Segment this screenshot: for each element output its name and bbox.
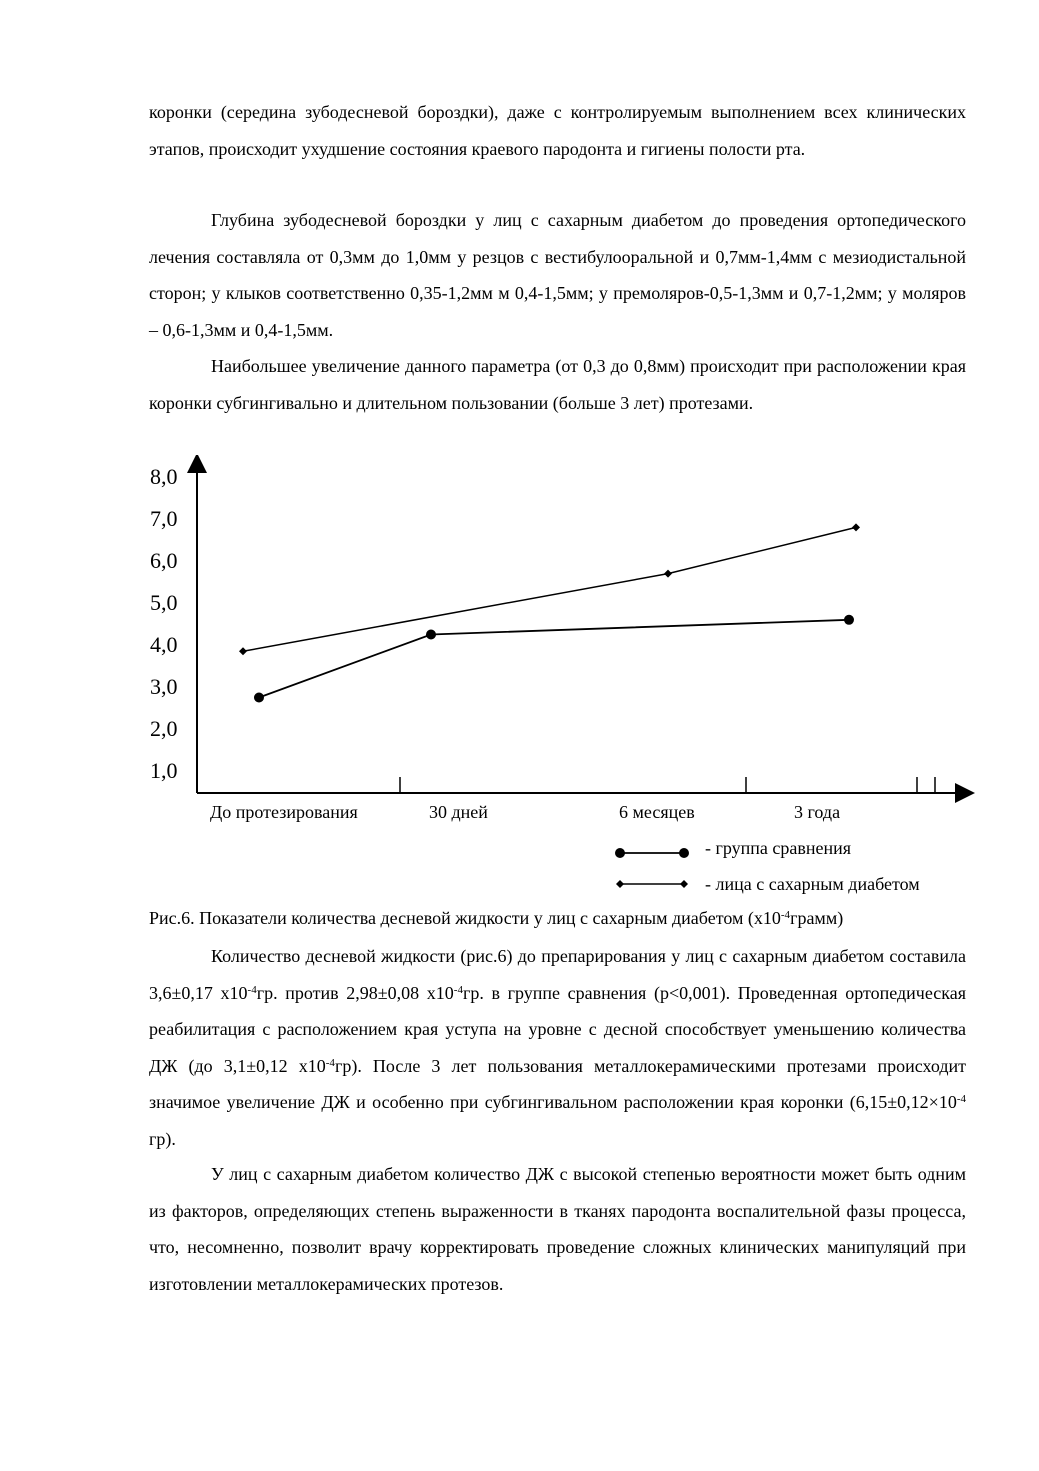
legend-marker-diabetes (616, 880, 624, 888)
p4-exponent-4: -4 (956, 1093, 966, 1105)
legend-marker-comparison (679, 848, 689, 858)
paragraph-2: Глубина зубодесневой бороздки у лиц с сахарным диабетом до проведения ортопедического лечения составляла от 0,3мм до 1,0мм у резцов с вестибулооральной и 0,7мм-1,4мм с мезиодистальной сторон; у клыков соответственно 0,35-1,2мм м 0,4-1,5мм; у премоляров-0,5-1,3мм и 0,7-1,2мм; у моляров – 0,6-1,3мм и 0,4-1,5мм. (149, 210, 966, 340)
p4-part-1: Количество десневой жидкости (рис.6) до препарирования у лиц с сахарным диабетом составила 3,6±0,17 х10 (149, 946, 966, 1003)
data-point-series-1 (844, 615, 854, 625)
data-point-series-2 (852, 523, 860, 531)
y-tick-label: 5,0 (150, 590, 178, 615)
paragraph-3: Наибольшее увеличение данного параметра (от 0,3 до 0,8мм) происходит при расположении края коронки субгингивально и длительном пользовании (больше 3 лет) протезами. (149, 356, 966, 413)
p4-part-5: гр). (149, 1128, 176, 1149)
data-point-series-2 (239, 647, 247, 655)
legend-label-diabetes: - лица с сахарным диабетом (705, 874, 920, 894)
p4-part-4: гр). После 3 лет пользования металлокерамическими протезами происходит значимое увеличение ДЖ и особенно при субгингивальном расположении края коронки (6,15±0,12×10 (149, 1055, 967, 1112)
paragraph-4 (149, 938, 966, 1157)
figure-caption (149, 903, 979, 933)
y-tick-labels (150, 464, 178, 783)
x-category-labels (210, 802, 840, 822)
data-point-series-1 (254, 693, 264, 703)
data-point-series-1 (426, 630, 436, 640)
paragraph-5: У лиц с сахарным диабетом количество ДЖ с высокой степенью вероятности может быть одним из факторов, определяющих степень выраженности в тканях пародонта воспалительной фазы процесса, что, несомненно, позволит врачу корректировать проведение сложных клинических манипуляций при изготовлении металлокерамических протезов. (149, 1164, 966, 1294)
line-chart (140, 455, 980, 895)
p4-part-3: гр. в группе сравнения (p<0,001). Проведенная ортопедическая реабилитация с расположением края уступа на уровне с десной способствует уменьшению количества ДЖ (до 3,1±0,12 х10 (149, 982, 967, 1076)
legend-marker-diabetes (680, 880, 688, 888)
x-category-label: 30 дней (429, 802, 488, 822)
caption-text: Рис.6. Показатели количества десневой жидкости у лиц с сахарным диабетом (х10 (149, 908, 781, 928)
x-category-label: 3 года (794, 802, 841, 822)
p4-exponent-1: -4 (247, 983, 257, 996)
paragraph-1: коронки (середина зубодесневой бороздки), даже с контролируемым выполнением всех клинических этапов, происходит ухудшение состояния краевого пародонта и гигиены полости рта. (149, 102, 966, 159)
y-tick-label: 6,0 (150, 548, 178, 573)
p4-part-2: гр. против 2,98±0,08 х10 (256, 982, 454, 1003)
y-tick-label: 2,0 (150, 716, 178, 741)
x-category-label: 6 месяцев (619, 802, 695, 822)
p4-exponent-2: -4 (453, 983, 463, 996)
plot-area (239, 523, 860, 702)
y-tick-label: 3,0 (150, 674, 178, 699)
data-point-series-2 (664, 570, 672, 578)
y-tick-label: 7,0 (150, 506, 178, 531)
y-tick-label: 4,0 (150, 632, 178, 657)
x-category-label: До протезирования (210, 802, 358, 822)
series-line-2 (243, 527, 856, 651)
y-tick-label: 1,0 (150, 758, 178, 783)
legend (615, 838, 920, 894)
p4-exponent-3: -4 (325, 1056, 335, 1069)
legend-marker-comparison (615, 848, 625, 858)
y-tick-label: 8,0 (150, 464, 178, 489)
caption-exponent: -4 (780, 909, 791, 921)
legend-label-comparison: - группа сравнения (705, 838, 852, 858)
caption-unit: грамм) (790, 908, 844, 928)
